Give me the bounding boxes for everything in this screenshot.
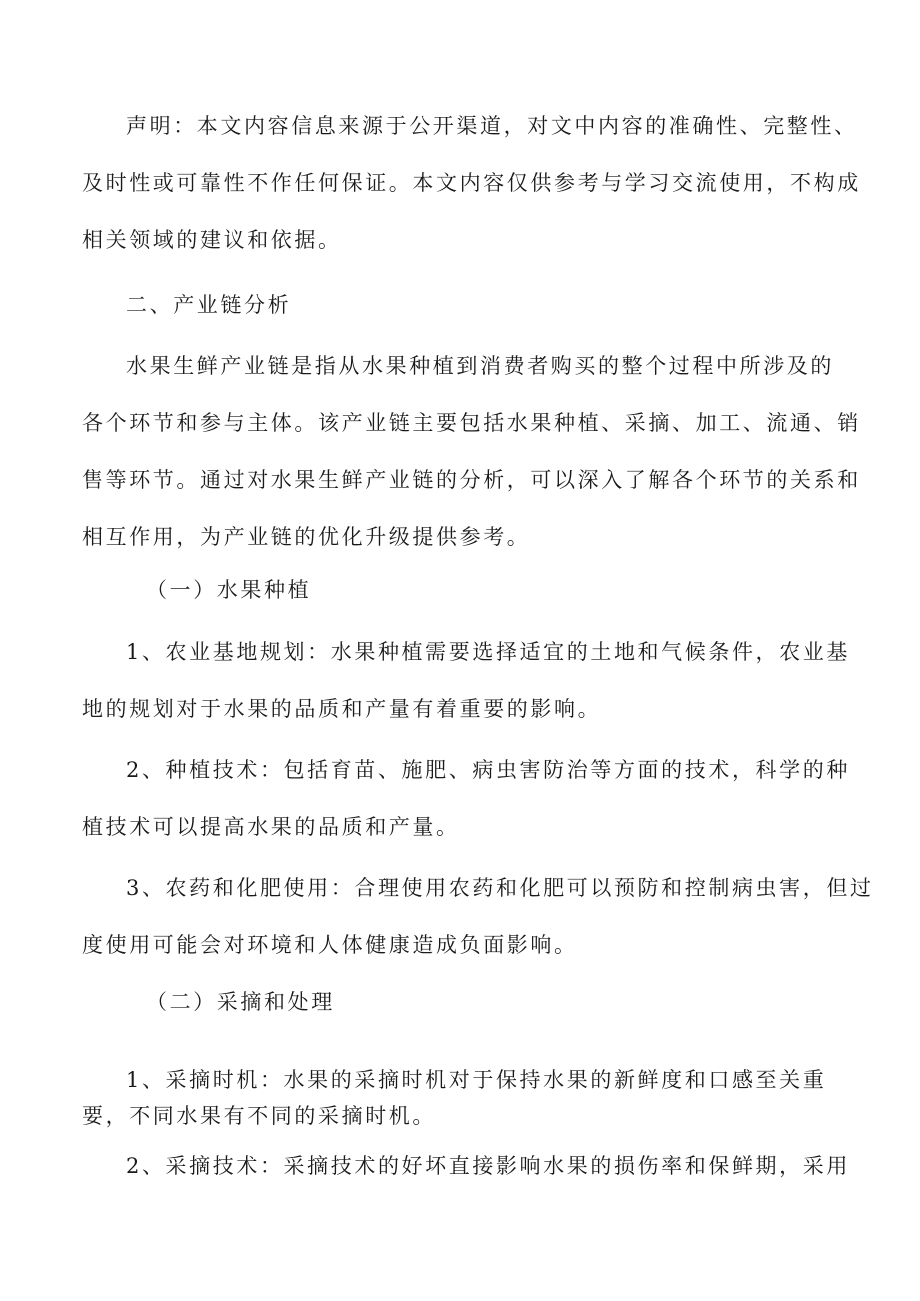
- intro-paragraph: [82, 338, 861, 566]
- list-item-line: 1、农业基地规划：水果种植需要选择适宜的土地和气候条件，农业基: [126, 640, 850, 664]
- list-item-line: 地的规划对于水果的品质和产量有着重要的影响。: [82, 697, 602, 721]
- list-item-line: 2、采摘技术：采摘技术的好坏直接影响水果的损伤率和保鲜期，采用: [126, 1154, 850, 1178]
- list-item-line: 3、农药和化肥使用：合理使用农药和化肥可以预防和控制病虫害，但过: [126, 876, 874, 900]
- list-item: [82, 1062, 838, 1134]
- list-item: [82, 624, 850, 738]
- disclaimer-paragraph: [82, 98, 861, 269]
- disclaimer-line: 相关领域的建议和依据。: [82, 228, 342, 252]
- intro-line: 售等环节。通过对水果生鲜产业链的分析，可以深入了解各个环节的关系和: [82, 468, 861, 492]
- disclaimer-line: 声明：本文内容信息来源于公开渠道，对文中内容的准确性、完整性、: [126, 114, 858, 138]
- intro-line: 相互作用，为产业链的优化升级提供参考。: [82, 525, 531, 549]
- list-item-line: 植技术可以提高水果的品质和产量。: [82, 815, 460, 839]
- subsection-title: （二）采摘和处理: [146, 990, 335, 1014]
- intro-line: 水果生鲜产业链是指从水果种植到消费者购买的整个过程中所涉及的: [126, 354, 834, 378]
- intro-line: 各个环节和参与主体。该产业链主要包括水果种植、采摘、加工、流通、销: [82, 411, 861, 435]
- list-item-line: 1、采摘时机：水果的采摘时机对于保持水果的新鲜度和口感至关重: [126, 1068, 827, 1092]
- list-item: [82, 860, 874, 974]
- list-item-line: 度使用可能会对环境和人体健康造成负面影响。: [82, 933, 578, 957]
- list-item: [82, 742, 850, 856]
- list-item-line: 2、种植技术：包括育苗、施肥、病虫害防治等方面的技术，科学的种: [126, 758, 850, 782]
- subsection-title: （一）水果种植: [146, 578, 312, 602]
- section-title: 二、产业链分析: [126, 293, 292, 317]
- list-item-line: 要，不同水果有不同的采摘时机。: [82, 1104, 436, 1128]
- list-item: [82, 1138, 850, 1195]
- disclaimer-line: 及时性或可靠性不作任何保证。本文内容仅供参考与学习交流使用，不构成: [82, 171, 861, 195]
